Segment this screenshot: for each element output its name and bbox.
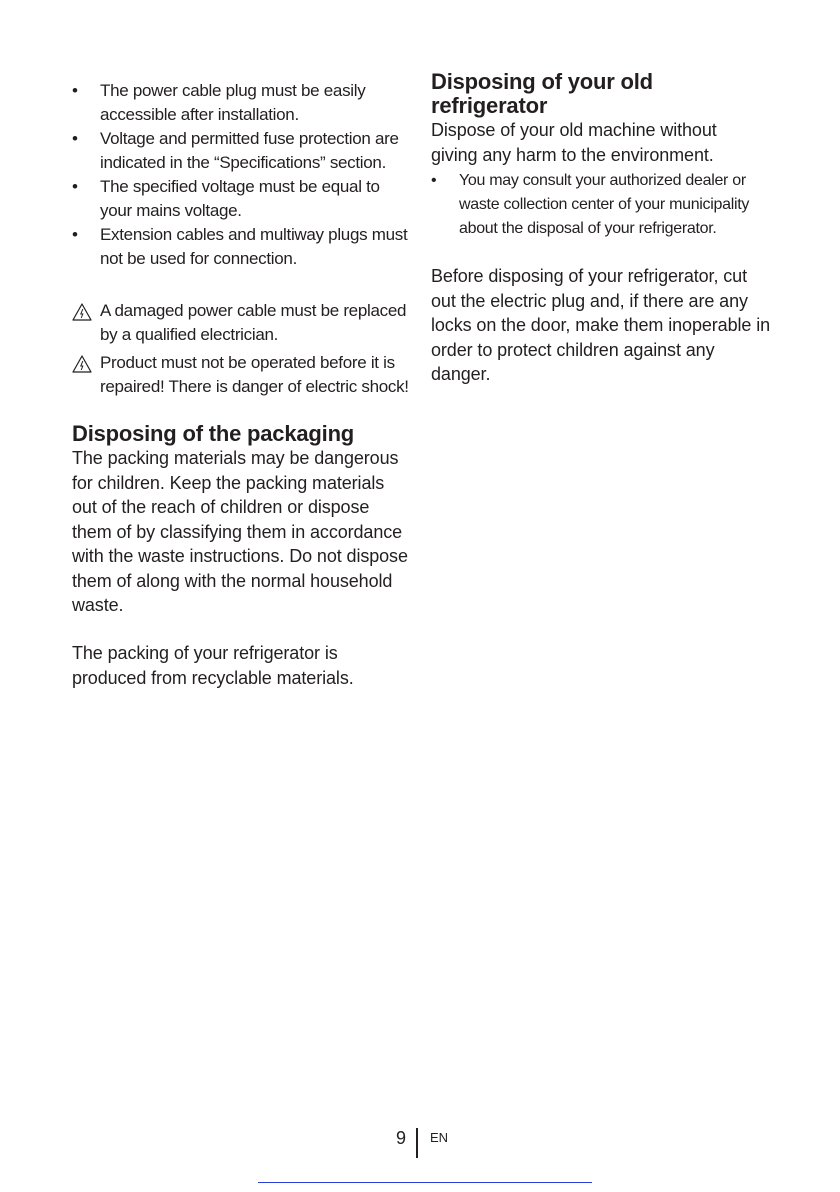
section-heading-old-refrigerator: Disposing of your old refrigerator bbox=[431, 69, 653, 118]
paragraph: The packing materials may be dangerous for children. Keep the packing materials out of the reach of children or dispose them of by classifying them in accordance with the waste instructions. Do not dispose them of along with the normal household waste. bbox=[72, 448, 408, 615]
warning-triangle-icon bbox=[72, 355, 92, 373]
footer-divider bbox=[416, 1128, 418, 1158]
warning-text: Product must not be operated before it is repaired! There is danger of electric shock! bbox=[100, 353, 409, 396]
paragraph: Before disposing of your refrigerator, cut out the electric plug and, if there are any locks on the door, make them inoperable in order to protect children against any danger. bbox=[431, 266, 771, 384]
page-footer bbox=[396, 1126, 448, 1156]
paragraph: Dispose of your old machine without giving any harm to the environment. bbox=[431, 120, 717, 165]
safety-bullet-list bbox=[72, 79, 412, 271]
bottom-link-underline[interactable] bbox=[258, 1182, 592, 1183]
list-item: • The power cable plug must be easily accessible after installation. bbox=[72, 79, 412, 127]
list-item: • Extension cables and multiway plugs must not be used for connection. bbox=[72, 223, 412, 271]
section-heading-packaging: Disposing of the packaging bbox=[72, 421, 355, 446]
page-number: 9 bbox=[396, 1128, 407, 1148]
warning-triangle-icon bbox=[72, 303, 92, 321]
paragraph: The packing of your refrigerator is produced from recyclable materials. bbox=[72, 643, 354, 688]
warning-text: A damaged power cable must be replaced by a qualified electrician. bbox=[100, 301, 407, 344]
list-item: • The specified voltage must be equal to your mains voltage. bbox=[72, 175, 412, 223]
disposal-bullet-list bbox=[431, 169, 761, 241]
list-item: • You may consult your authorized dealer or waste collection center of your municipality about the disposal of your refrigerator. bbox=[431, 169, 761, 241]
warning-note bbox=[72, 299, 412, 347]
list-item: • Voltage and permitted fuse protection are indicated in the “Specifications” section. bbox=[72, 127, 412, 175]
language-code: EN bbox=[430, 1130, 449, 1145]
warning-note bbox=[72, 351, 412, 399]
